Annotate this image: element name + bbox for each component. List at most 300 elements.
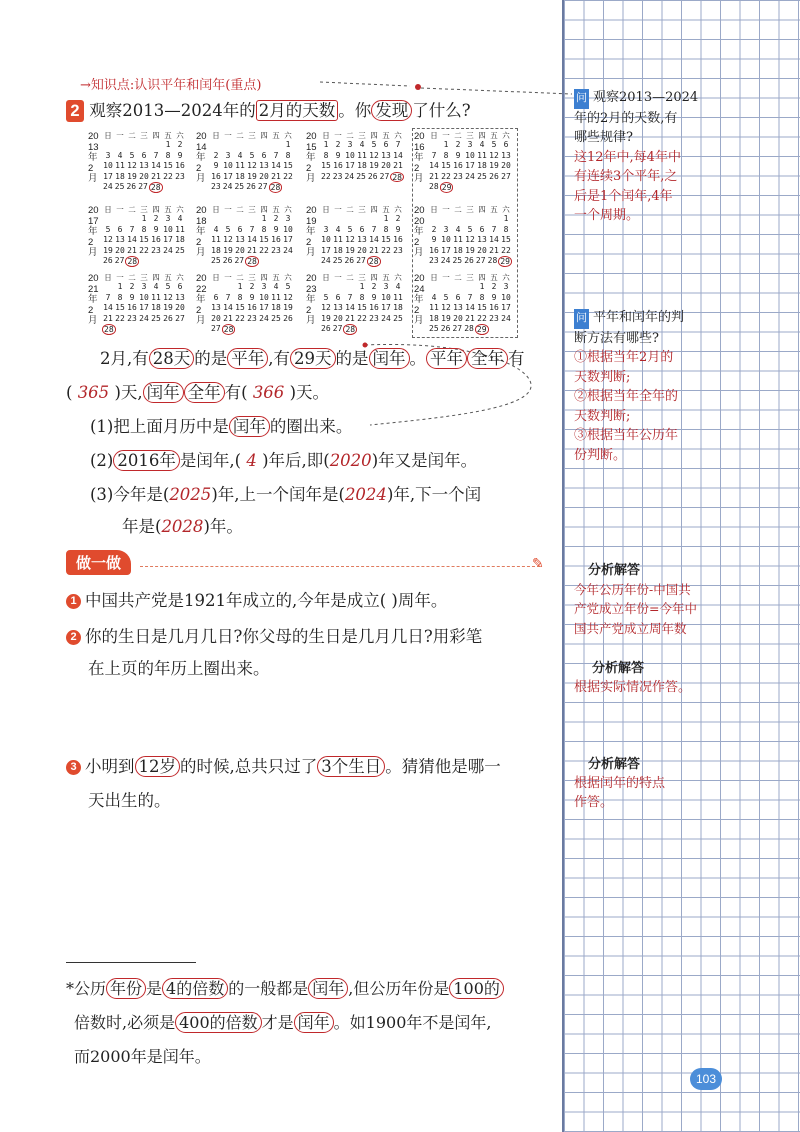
day-cell: 7 xyxy=(491,224,497,234)
day-cell: 22 xyxy=(441,171,451,181)
question-title: 2 观察2013—2024年的 2月的天数 。你 发现 了什么? xyxy=(66,94,471,128)
day-cell: 17 xyxy=(103,171,113,181)
month-calendar xyxy=(306,130,406,192)
day-cell xyxy=(163,256,175,267)
day-cell: 27 xyxy=(475,256,486,265)
day-cell: 16 xyxy=(211,171,221,181)
fill-line-2: ( 365 )天, 闰年 全年 有( 366 )天。 xyxy=(66,383,329,402)
day-cell: 27 xyxy=(332,324,343,333)
weekday-label: 三 xyxy=(248,205,256,214)
weekday-label: 六 xyxy=(176,131,184,140)
practice-item-1: 1 中国共产党是1921年成立的,今年是成立( )周年。 xyxy=(66,584,447,618)
day-cell: 8 xyxy=(359,292,365,302)
day-cell xyxy=(320,282,332,293)
day-cell: 24 xyxy=(139,313,149,323)
day-cell: 25 xyxy=(429,324,439,333)
practice-header: 做一做 xyxy=(66,550,131,575)
day-cell: 23 xyxy=(271,245,281,255)
weekday-label: 一 xyxy=(116,131,124,140)
day-cell: 24 xyxy=(321,256,331,265)
day-cell: 11 xyxy=(151,292,161,302)
day-cell: 22 xyxy=(381,245,391,255)
day-cell: 3 xyxy=(261,282,267,291)
question-icon: 问 xyxy=(574,89,589,109)
side-question-2: 问 平年和闰年的判 断方法有哪些? ①根据当年2月的 天数判断; ②根据当年全年的 天数判断; ③根据当年公历年 份判断。 xyxy=(574,310,685,463)
day-cell: 17 xyxy=(345,161,355,170)
day-cell: 10 xyxy=(139,292,149,302)
day-cell xyxy=(127,324,139,335)
day-cell: 27 xyxy=(114,256,125,265)
day-cell: 20 xyxy=(477,245,487,255)
day-cell: 8 xyxy=(237,292,243,302)
weekday-label: 四 xyxy=(260,131,268,140)
day-cell: 7 xyxy=(347,292,353,302)
day-cell: 6 xyxy=(503,140,509,149)
day-cell: 5 xyxy=(371,140,377,149)
week-row xyxy=(210,293,294,304)
day-cell xyxy=(428,214,440,225)
day-cell: 5 xyxy=(129,150,135,160)
day-cell: 25 xyxy=(332,256,343,265)
day-cell xyxy=(210,282,222,293)
weekday-label: 六 xyxy=(502,205,510,214)
day-cell: 12 xyxy=(247,161,257,170)
day-cell: 3 xyxy=(105,150,111,160)
day-cell: 17 xyxy=(441,245,451,255)
weekday-label: 三 xyxy=(466,131,474,140)
week-row xyxy=(428,161,512,172)
weekday-label: 一 xyxy=(224,131,232,140)
day-cell: 23 xyxy=(127,313,137,323)
day-cell xyxy=(464,282,476,293)
day-cell xyxy=(332,282,344,293)
day-cell xyxy=(234,214,246,225)
day-cell: 14 xyxy=(223,303,233,312)
month-label: 2013年2月 xyxy=(88,131,99,184)
weekday-label: 日 xyxy=(212,131,220,140)
day-cell: 25 xyxy=(234,182,245,191)
day-cell: 25 xyxy=(211,256,221,265)
weekday-row xyxy=(102,130,186,140)
sub-question-2: (2) 2016年 是闰年,( 4 )年后,即(2020)年又是闰年。 xyxy=(90,451,478,470)
day-cell: 17 xyxy=(283,235,293,244)
day-cell: 12 xyxy=(103,235,113,244)
day-cell: 16 xyxy=(151,235,161,244)
day-cell: 18 xyxy=(453,245,463,255)
footnote-line-1: *公历 年份 是 4的倍数 的一般都是 闰年 ,但公历年份是 100的 xyxy=(66,972,504,1006)
day-cell: 13 xyxy=(211,303,221,312)
month-calendar xyxy=(196,272,296,334)
week-row xyxy=(210,235,294,246)
day-cell: 6 xyxy=(237,224,243,234)
question-icon: 问 xyxy=(574,309,589,329)
day-cell: 27 xyxy=(175,313,185,323)
day-cell xyxy=(247,324,259,335)
day-cell: 23 xyxy=(489,313,499,323)
month-calendar xyxy=(88,130,188,192)
day-cell: 26 xyxy=(126,182,137,191)
weekday-row xyxy=(102,272,186,282)
day-cell: 17 xyxy=(321,245,331,255)
day-cell: 22 xyxy=(259,245,269,255)
weekday-label: 一 xyxy=(334,273,342,282)
day-cell xyxy=(210,214,222,225)
day-cell: 8 xyxy=(383,224,389,234)
day-cell xyxy=(246,214,258,225)
weekday-label: 日 xyxy=(104,205,112,214)
day-cell: 1 xyxy=(237,282,243,291)
day-cell xyxy=(246,140,258,151)
day-cell xyxy=(114,214,126,225)
day-cell: 28 xyxy=(487,256,498,265)
week-row xyxy=(102,225,186,236)
day-cell: 9 xyxy=(129,292,135,302)
week-row xyxy=(102,182,186,193)
day-cell: 5 xyxy=(467,224,473,234)
day-cell: 23 xyxy=(332,171,343,181)
weekday-label: 一 xyxy=(334,131,342,140)
day-cell: 18 xyxy=(429,313,439,323)
weekday-label: 四 xyxy=(260,273,268,282)
day-cell: 25 xyxy=(477,171,487,181)
day-cell: 23 xyxy=(429,256,439,265)
day-cell xyxy=(222,214,234,225)
day-cell xyxy=(139,256,151,267)
day-cell: 18 xyxy=(357,161,367,170)
day-cell: 1 xyxy=(141,214,147,223)
month-label: 2015年2月 xyxy=(306,131,317,184)
day-cell xyxy=(259,256,271,267)
day-cell: 1 xyxy=(443,140,449,149)
day-cell xyxy=(344,214,356,225)
day-cell xyxy=(102,282,114,293)
day-cell: 2 xyxy=(455,140,461,149)
day-cell: 4 xyxy=(177,214,183,223)
day-cell: 26 xyxy=(321,324,331,333)
day-cell: 16 xyxy=(127,303,137,312)
weekday-row xyxy=(428,272,512,282)
weekday-label: 日 xyxy=(104,273,112,282)
day-cell: 15 xyxy=(321,161,331,170)
weekday-label: 三 xyxy=(358,273,366,282)
weekday-label: 二 xyxy=(128,131,136,140)
weekday-label: 日 xyxy=(212,273,220,282)
day-cell: 27 xyxy=(138,182,148,191)
day-cell: 8 xyxy=(503,224,509,234)
weekday-row xyxy=(320,130,404,140)
week-row xyxy=(102,256,186,267)
day-cell xyxy=(151,256,163,267)
weekday-label: 二 xyxy=(454,273,462,282)
day-cell xyxy=(270,140,282,151)
week-row xyxy=(320,235,404,246)
day-cell: 3 xyxy=(165,214,171,223)
day-cell xyxy=(235,324,247,335)
week-row xyxy=(428,172,512,183)
practice-item-3-cont: 天出生的。 xyxy=(88,791,171,810)
day-cell: 9 xyxy=(431,235,437,244)
day-cell: 25 xyxy=(356,171,366,181)
day-cell xyxy=(210,140,222,151)
day-cell: 4 xyxy=(359,140,365,149)
day-cell xyxy=(174,182,186,193)
day-cell: 7 xyxy=(225,292,231,302)
day-cell: 5 xyxy=(249,150,255,160)
day-cell: 5 xyxy=(347,224,353,234)
weekday-label: 三 xyxy=(466,273,474,282)
day-cell: 7 xyxy=(431,150,437,160)
day-cell: 14 xyxy=(151,161,161,170)
weekday-row xyxy=(210,130,294,140)
weekday-row xyxy=(320,272,404,282)
day-cell: 18 xyxy=(393,303,403,312)
weekday-label: 二 xyxy=(128,273,136,282)
weekday-label: 六 xyxy=(284,273,292,282)
day-cell xyxy=(452,214,464,225)
day-cell: 11 xyxy=(453,235,463,244)
day-cell: 15 xyxy=(381,235,391,244)
day-cell: 3 xyxy=(347,140,353,149)
weekday-label: 日 xyxy=(430,273,438,282)
week-row xyxy=(320,225,404,236)
day-cell: 20 xyxy=(357,245,367,255)
weekday-label: 四 xyxy=(370,205,378,214)
day-cell: 4 xyxy=(213,224,219,234)
day-cell: 27 xyxy=(211,324,221,333)
day-cell: 26 xyxy=(440,324,451,333)
week-row xyxy=(210,151,294,162)
day-cell xyxy=(222,282,234,293)
week-row xyxy=(320,161,404,172)
weekday-label: 六 xyxy=(176,205,184,214)
week-row xyxy=(428,214,512,225)
day-cell: 12 xyxy=(369,150,379,160)
day-cell: 15 xyxy=(115,303,125,312)
day-cell: 10 xyxy=(345,150,355,160)
day-cell: 26 xyxy=(464,256,474,265)
day-cell: 22 xyxy=(501,245,511,255)
week-row xyxy=(428,314,512,325)
side-question-1: 问 观察2013—2024 年的2月的天数,有 哪些规律? 这12年中,每4年中 有连续3个平年,之 后是1个闰年,4年 一个周期。 xyxy=(574,90,699,223)
day-cell: 13 xyxy=(235,235,245,244)
day-cell: 22 xyxy=(139,245,149,255)
day-cell: 1 xyxy=(117,282,123,291)
week-row xyxy=(102,140,186,151)
day-cell: 26 xyxy=(344,256,355,265)
week-row xyxy=(102,246,186,257)
weekday-label: 日 xyxy=(212,205,220,214)
day-cell: 2 xyxy=(491,282,497,291)
week-row xyxy=(210,303,294,314)
day-cell: 21 xyxy=(345,313,355,323)
weekday-label: 二 xyxy=(236,273,244,282)
day-cell: 22 xyxy=(477,313,487,323)
day-cell: 19 xyxy=(321,313,331,323)
day-cell: 6 xyxy=(455,292,461,302)
day-cell: 12 xyxy=(441,303,451,312)
day-cell: 28 xyxy=(125,256,139,267)
practice-item-3: 3 小明到 12岁 的时候,总共只过了 3个生日 。猜猜他是哪一 xyxy=(66,750,501,784)
month-label: 2014年2月 xyxy=(196,131,207,184)
week-row xyxy=(210,225,294,236)
day-cell: 21 xyxy=(393,161,403,170)
day-cell: 24 xyxy=(222,182,233,191)
day-cell: 23 xyxy=(211,182,221,191)
day-cell: 1 xyxy=(261,214,267,223)
practice-divider xyxy=(140,566,540,567)
day-cell: 15 xyxy=(441,161,451,170)
day-cell: 28 xyxy=(429,182,439,191)
day-cell xyxy=(428,282,440,293)
month-calendar xyxy=(414,130,514,192)
day-cell: 9 xyxy=(213,161,219,170)
day-cell: 12 xyxy=(223,235,233,244)
day-cell: 27 xyxy=(501,171,511,181)
day-cell: 4 xyxy=(273,282,279,291)
day-cell: 24 xyxy=(381,313,391,323)
day-cell: 7 xyxy=(467,292,473,302)
day-cell: 24 xyxy=(259,313,269,323)
weekday-label: 六 xyxy=(394,273,402,282)
day-cell xyxy=(163,182,175,193)
day-cell: 19 xyxy=(223,245,233,255)
weekday-label: 五 xyxy=(164,205,172,214)
day-cell: 19 xyxy=(441,313,451,323)
day-cell: 26 xyxy=(367,171,378,181)
day-cell: 29 xyxy=(498,256,512,267)
day-cell: 8 xyxy=(479,292,485,302)
day-cell: 9 xyxy=(249,292,255,302)
weekday-label: 五 xyxy=(272,273,280,282)
day-cell: 8 xyxy=(285,150,291,160)
day-cell: 28 xyxy=(222,324,236,335)
day-cell: 14 xyxy=(345,303,355,312)
weekday-label: 五 xyxy=(382,205,390,214)
weekday-label: 五 xyxy=(490,273,498,282)
day-cell: 22 xyxy=(283,171,293,181)
day-cell: 25 xyxy=(175,245,185,255)
footnote-line-3: 而2000年是闰年。 xyxy=(74,1047,211,1066)
day-cell: 9 xyxy=(153,224,159,234)
day-cell: 14 xyxy=(489,235,499,244)
day-cell: 9 xyxy=(395,224,401,234)
day-cell: 19 xyxy=(163,303,173,312)
day-cell: 7 xyxy=(371,224,377,234)
week-row xyxy=(210,256,294,267)
month-label: 2017年2月 xyxy=(88,205,99,258)
week-row xyxy=(102,172,186,183)
day-cell xyxy=(368,214,380,225)
day-cell xyxy=(282,256,294,267)
day-cell: 11 xyxy=(235,161,245,170)
analysis-3: 分析解答 根据闰年的特点 作答。 xyxy=(574,756,666,810)
day-cell xyxy=(222,140,234,151)
day-cell xyxy=(271,324,283,335)
weekday-label: 五 xyxy=(490,205,498,214)
week-row xyxy=(210,172,294,183)
day-cell: 14 xyxy=(271,161,281,170)
weekday-label: 四 xyxy=(478,205,486,214)
day-cell: 2 xyxy=(431,224,437,234)
day-cell: 7 xyxy=(273,150,279,160)
day-cell: 28 xyxy=(367,256,381,267)
analysis-1: 分析解答 今年公历年份-中国共 产党成立年份=今年中 国共产党成立周年数 xyxy=(574,562,697,636)
weekday-label: 三 xyxy=(358,131,366,140)
weekday-label: 六 xyxy=(176,273,184,282)
day-cell: 11 xyxy=(333,235,343,244)
day-cell: 16 xyxy=(393,235,403,244)
day-cell: 26 xyxy=(489,171,499,181)
day-cell: 4 xyxy=(479,140,485,149)
day-cell: 22 xyxy=(357,313,367,323)
week-row xyxy=(210,182,294,193)
day-cell: 18 xyxy=(115,171,125,181)
weekday-label: 三 xyxy=(140,131,148,140)
day-cell: 20 xyxy=(235,245,245,255)
weekday-label: 六 xyxy=(502,131,510,140)
day-cell: 1 xyxy=(165,140,171,149)
day-cell: 3 xyxy=(383,282,389,291)
day-cell: 6 xyxy=(213,292,219,302)
weekday-label: 六 xyxy=(284,131,292,140)
day-cell: 10 xyxy=(381,292,391,302)
pencil-icon: ✎ xyxy=(532,556,544,572)
day-cell: 2 xyxy=(395,214,401,223)
weekday-label: 五 xyxy=(382,131,390,140)
day-cell: 7 xyxy=(105,292,111,302)
day-cell: 8 xyxy=(165,150,171,160)
day-cell: 23 xyxy=(247,313,257,323)
week-row xyxy=(102,293,186,304)
day-cell: 2 xyxy=(273,214,279,223)
day-cell xyxy=(453,182,465,193)
weekday-label: 一 xyxy=(224,273,232,282)
day-cell: 20 xyxy=(259,171,269,181)
day-cell: 20 xyxy=(333,313,343,323)
day-cell: 11 xyxy=(211,235,221,244)
week-row xyxy=(210,161,294,172)
day-cell: 17 xyxy=(139,303,149,312)
day-cell: 16 xyxy=(369,303,379,312)
day-cell: 23 xyxy=(393,245,403,255)
day-cell: 20 xyxy=(175,303,185,312)
day-cell: 10 xyxy=(321,235,331,244)
weekday-label: 四 xyxy=(152,273,160,282)
day-cell: 13 xyxy=(357,235,367,244)
day-cell: 16 xyxy=(247,303,257,312)
week-row xyxy=(210,282,294,293)
day-cell: 10 xyxy=(103,161,113,170)
day-cell: 23 xyxy=(151,245,161,255)
day-cell: 18 xyxy=(151,303,161,312)
day-cell: 4 xyxy=(455,224,461,234)
answer-366: 366 xyxy=(252,383,285,402)
day-cell: 11 xyxy=(477,150,487,160)
day-cell: 6 xyxy=(479,224,485,234)
weekday-label: 一 xyxy=(442,205,450,214)
day-cell: 10 xyxy=(501,292,511,302)
weekday-label: 四 xyxy=(152,205,160,214)
month-calendar xyxy=(88,204,188,266)
day-cell: 28 xyxy=(269,182,283,193)
month-label: 2021年2月 xyxy=(88,273,99,326)
week-row xyxy=(102,161,186,172)
day-cell: 18 xyxy=(175,235,185,244)
day-cell: 27 xyxy=(356,256,366,265)
day-cell: 9 xyxy=(371,292,377,302)
weekday-label: 四 xyxy=(260,205,268,214)
day-cell: 21 xyxy=(489,245,499,255)
